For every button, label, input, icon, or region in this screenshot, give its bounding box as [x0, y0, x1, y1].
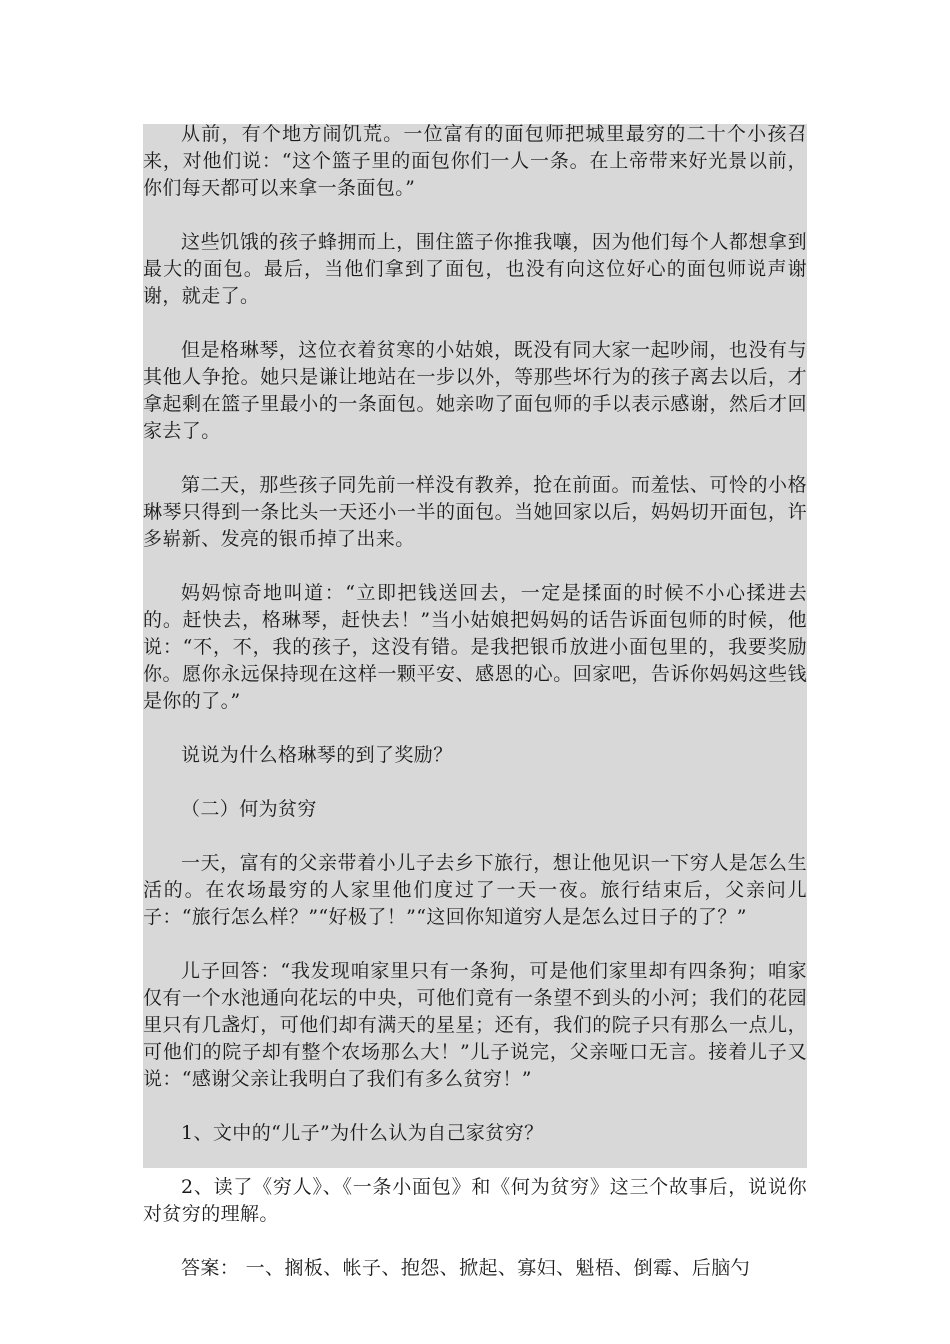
section-heading-poverty: （二）何为贫穷: [181, 798, 317, 820]
document-body: [143, 121, 807, 1282]
question-2: 2、读了《穷人》、《一条小面包》和《何为贫穷》这三个故事后，说说你对贫穷的理解。: [143, 1176, 807, 1225]
paragraph-bread-story-intro: 从前，有个地方闹饥荒。一位富有的面包师把城里最穷的二十个小孩召来，对他们说：“这个篮子里的面包你们一人一条。在上帝带来好光景以前，你们每天都可以来拿一条面包。”: [143, 123, 807, 199]
paragraph-hungry-children: 这些饥饿的孩子蜂拥而上，围住篮子你推我嚷，因为他们每个人都想拿到最大的面包。最后，当他们拿到了面包，也没有向这位好心的面包师说声谢谢，就走了。: [143, 231, 807, 307]
paragraph-father-son-trip: 一天，富有的父亲带着小儿子去乡下旅行，想让他见识一下穷人是怎么生活的。在农场最穷的人家里他们度过了一天一夜。旅行结束后，父亲问儿子：“旅行怎么样？”“好极了！”“这回你知道穷人是怎么过日子的了？”: [143, 852, 807, 928]
question-reward: 说说为什么格琳琴的到了奖励？: [181, 744, 453, 766]
paragraph-mother-surprised: 妈妈惊奇地叫道：“立即把钱送回去，一定是揉面的时候不小心揉进去的。赶快去，格琳琴，赶快去！”当小姑娘把妈妈的话告诉面包师的时候，他说：“不，不，我的孩子，这没有错。是我把银币放进小面包里的，我要奖励你。愿你永远保持现在这样一颗平安、感恩的心。回家吧，告诉你妈妈这些钱是你的了。”: [143, 582, 807, 712]
paragraph-second-day: 第二天，那些孩子同先前一样没有教养，抢在前面。而羞怯、可怜的小格琳琴只得到一条比头一天还小一半的面包。当她回家以后，妈妈切开面包，许多崭新、发亮的银币掉了出来。: [143, 474, 807, 550]
paragraph-son-answer: 儿子回答：“我发现咱家里只有一条狗，可是他们家里却有四条狗；咱家仅有一个水池通向花坛的中央，可他们竟有一条望不到头的小河；我们的花园里只有几盏灯，可他们却有满天的星星；还有，我们的院子只有那么一点儿，可他们的院子却有整个农场那么大！”儿子说完，父亲哑口无言。接着儿子又说：“感谢父亲让我明白了我们有多么贫穷！”: [143, 960, 807, 1090]
paragraph-gretchen: 但是格琳琴，这位衣着贫寒的小姑娘，既没有同大家一起吵闹，也没有与其他人争抢。她只是谦让地站在一步以外，等那些坏行为的孩子离去以后，才拿起剩在篮子里最小的一条面包。她亲吻了面包师的手以表示感谢，然后才回家去了。: [143, 339, 807, 442]
answer-line: 答案： 一、搁板、帐子、抱怨、掀起、寡妇、魁梧、倒霉、后脑勺: [181, 1257, 751, 1279]
question-1: 1、文中的“儿子”为什么认为自己家贫穷？: [181, 1122, 544, 1144]
